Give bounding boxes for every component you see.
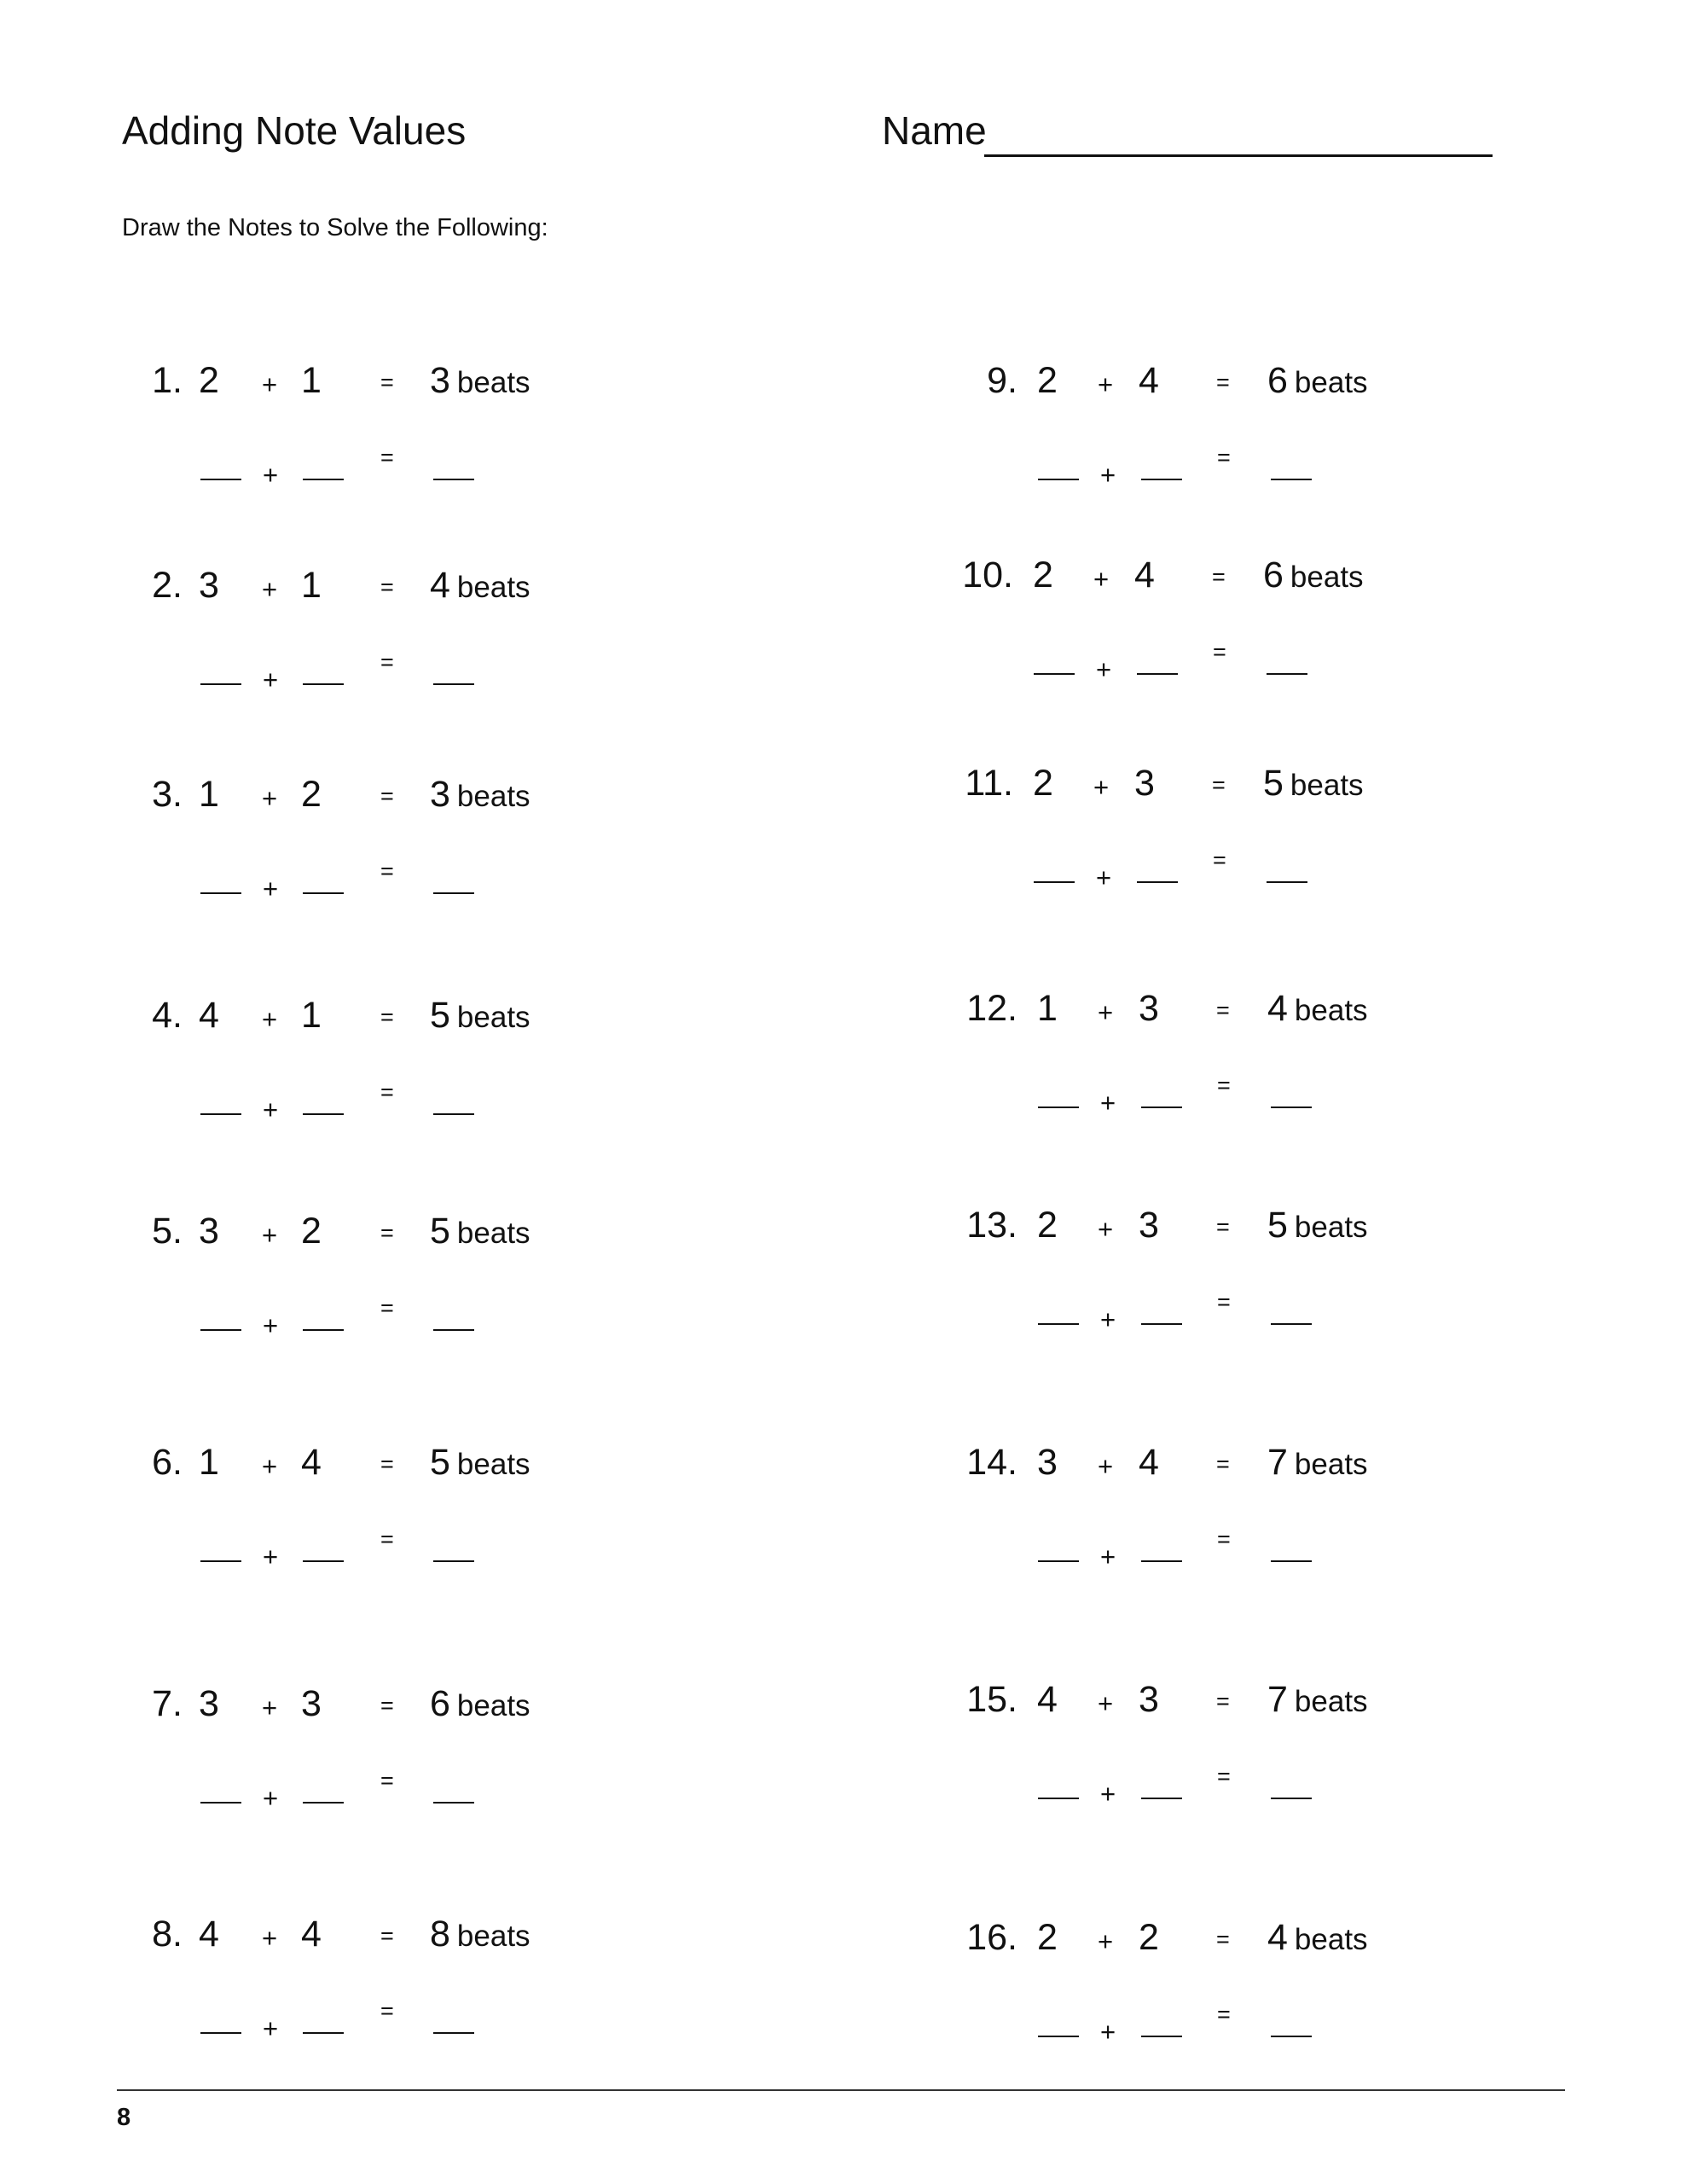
problem-16: [963, 1917, 1406, 2073]
problem-7: [142, 1683, 585, 1839]
total-value: 6: [1263, 555, 1284, 595]
beats-label: beats: [1294, 366, 1368, 399]
answer-equals-sign: =: [380, 444, 394, 470]
second-note-answer-blank[interactable]: [303, 1113, 344, 1115]
first-note-answer-blank[interactable]: [200, 892, 241, 894]
plus-sign: +: [1093, 564, 1110, 594]
equals-sign: =: [380, 1923, 394, 1949]
total-note-answer-blank[interactable]: [433, 892, 474, 894]
beat-total: [430, 1683, 530, 1724]
answer-plus-sign: +: [1096, 654, 1112, 684]
beats-label: beats: [456, 571, 530, 604]
second-note-answer-blank[interactable]: [303, 1329, 344, 1331]
total-value: 4: [1267, 988, 1288, 1029]
footer-divider: [117, 2089, 1565, 2091]
beats-label: beats: [1294, 1448, 1368, 1481]
second-note-answer-blank[interactable]: [303, 892, 344, 894]
plus-sign: +: [262, 1451, 278, 1481]
total-note-answer-blank[interactable]: [1271, 1560, 1312, 1562]
total-note-answer-blank[interactable]: [1271, 1798, 1312, 1799]
first-note-answer-blank[interactable]: [1034, 673, 1075, 675]
beat-total: [430, 1916, 530, 1953]
first-note-answer-blank[interactable]: [200, 2032, 241, 2034]
answer-equals-sign: =: [380, 1768, 394, 1793]
second-note-answer-blank[interactable]: [1137, 673, 1178, 675]
plus-sign: +: [262, 1004, 278, 1034]
total-note-answer-blank[interactable]: [433, 1560, 474, 1562]
total-value: 3: [430, 774, 450, 815]
second-beat-value: 4: [1139, 360, 1159, 401]
beat-total: [1267, 1679, 1368, 1720]
first-beat-value: 2: [1033, 763, 1053, 804]
equals-sign: =: [1212, 772, 1226, 798]
problem-5: [142, 1213, 585, 1367]
plus-sign: +: [262, 1220, 278, 1250]
first-beat-value: 3: [199, 565, 219, 606]
first-beat-value: 2: [1033, 555, 1053, 595]
name-field[interactable]: [984, 154, 1493, 157]
equals-sign: =: [380, 1004, 394, 1030]
beat-total: [430, 567, 530, 604]
total-value: 6: [430, 1683, 450, 1724]
answer-plus-sign: +: [1100, 2017, 1116, 2047]
plus-sign: +: [1098, 1688, 1114, 1718]
second-beat-value: 2: [301, 774, 322, 815]
first-beat-value: 3: [1037, 1442, 1058, 1483]
beat-total: [430, 776, 530, 813]
second-beat-value: 1: [301, 565, 322, 606]
beat-total: [430, 360, 530, 401]
beats-label: beats: [1290, 769, 1364, 802]
beats-label: beats: [456, 1001, 530, 1034]
first-beat-value: 1: [199, 774, 219, 815]
answer-plus-sign: +: [263, 1095, 279, 1124]
answer-plus-sign: +: [1100, 460, 1116, 490]
beat-total: [1263, 557, 1364, 594]
problem-2: [142, 567, 585, 721]
plus-sign: +: [1098, 1926, 1114, 1956]
beat-total: [1267, 1917, 1368, 1958]
answer-equals-sign: =: [1217, 1072, 1231, 1098]
second-note-answer-blank[interactable]: [1141, 479, 1182, 480]
plus-sign: +: [262, 783, 278, 813]
plus-sign: +: [262, 369, 278, 399]
first-note-answer-blank[interactable]: [200, 1560, 241, 1562]
first-beat-value: 4: [199, 1914, 219, 1955]
total-note-answer-blank[interactable]: [1271, 1323, 1312, 1325]
answer-plus-sign: +: [263, 874, 279, 903]
answer-plus-sign: +: [263, 1542, 279, 1571]
name-label: Name: [882, 108, 987, 153]
beats-label: beats: [1290, 561, 1364, 594]
page-number: 8: [117, 2104, 131, 2131]
problem-number: 2.: [152, 565, 183, 606]
plus-sign: +: [262, 1923, 278, 1953]
second-note-answer-blank[interactable]: [1137, 881, 1178, 883]
plus-sign: +: [1098, 1214, 1114, 1244]
total-note-answer-blank[interactable]: [1271, 479, 1312, 480]
problem-11: [959, 765, 1402, 919]
equals-sign: =: [1216, 1451, 1230, 1477]
second-note-answer-blank[interactable]: [1141, 2036, 1182, 2037]
first-beat-value: 4: [199, 995, 219, 1036]
problem-number: 6.: [152, 1442, 183, 1483]
answer-plus-sign: +: [263, 1783, 279, 1813]
first-beat-value: 1: [199, 1442, 219, 1483]
page-title: Adding Note Values: [122, 108, 467, 153]
answer-equals-sign: =: [1217, 444, 1231, 470]
beat-total: [1267, 1207, 1368, 1244]
problem-9: [963, 360, 1406, 516]
problem-number: 12.: [966, 988, 1017, 1029]
total-note-answer-blank[interactable]: [433, 479, 474, 480]
beats-label: beats: [1294, 994, 1368, 1027]
second-note-answer-blank[interactable]: [303, 479, 344, 480]
problem-number: 4.: [152, 995, 183, 1036]
second-note-answer-blank[interactable]: [303, 2032, 344, 2034]
answer-equals-sign: =: [1213, 639, 1226, 665]
plus-sign: +: [1098, 1451, 1114, 1481]
second-beat-value: 1: [301, 360, 322, 401]
first-beat-value: 2: [1037, 360, 1058, 401]
first-note-answer-blank[interactable]: [200, 479, 241, 480]
total-note-answer-blank[interactable]: [1271, 2036, 1312, 2037]
second-beat-value: 1: [301, 995, 322, 1036]
problem-number: 9.: [987, 360, 1017, 401]
plus-sign: +: [1093, 772, 1110, 802]
answer-plus-sign: +: [263, 460, 279, 490]
problem-number: 8.: [152, 1914, 183, 1955]
problem-number: 16.: [966, 1917, 1017, 1958]
problem-12: [963, 990, 1406, 1144]
answer-equals-sign: =: [380, 649, 394, 675]
total-value: 6: [1267, 360, 1288, 401]
first-note-answer-blank[interactable]: [1038, 479, 1079, 480]
problem-4: [142, 997, 585, 1151]
total-value: 8: [430, 1914, 450, 1955]
total-value: 5: [430, 1211, 450, 1252]
total-note-answer-blank[interactable]: [1267, 881, 1307, 883]
beats-label: beats: [1294, 1685, 1368, 1718]
total-note-answer-blank[interactable]: [1267, 673, 1307, 675]
answer-plus-sign: +: [1100, 1779, 1116, 1809]
beat-total: [1267, 1444, 1368, 1481]
equals-sign: =: [1216, 369, 1230, 395]
total-value: 5: [1263, 763, 1284, 804]
problem-number: 5.: [152, 1211, 183, 1252]
equals-sign: =: [380, 783, 394, 809]
second-note-answer-blank[interactable]: [1141, 1560, 1182, 1562]
beats-label: beats: [456, 1920, 530, 1953]
answer-equals-sign: =: [1217, 1763, 1231, 1789]
second-beat-value: 3: [1134, 763, 1155, 804]
beats-label: beats: [456, 1217, 530, 1250]
problem-number: 14.: [966, 1442, 1017, 1483]
second-beat-value: 4: [301, 1442, 322, 1483]
answer-equals-sign: =: [380, 1526, 394, 1552]
problem-3: [142, 776, 585, 930]
total-note-answer-blank[interactable]: [433, 683, 474, 685]
first-beat-value: 3: [199, 1683, 219, 1724]
answer-plus-sign: +: [1096, 863, 1112, 892]
second-beat-value: 3: [1139, 1679, 1159, 1720]
equals-sign: =: [380, 574, 394, 600]
second-note-answer-blank[interactable]: [1141, 1107, 1182, 1108]
problem-number: 10.: [962, 555, 1013, 595]
answer-plus-sign: +: [263, 665, 279, 694]
total-value: 5: [430, 1442, 450, 1483]
second-beat-value: 4: [301, 1914, 322, 1955]
total-value: 4: [1267, 1917, 1288, 1958]
problem-13: [963, 1207, 1406, 1361]
first-beat-value: 2: [199, 360, 219, 401]
equals-sign: =: [380, 369, 394, 395]
equals-sign: =: [380, 1451, 394, 1477]
second-beat-value: 2: [301, 1211, 322, 1252]
problem-6: [142, 1444, 585, 1598]
answer-plus-sign: +: [263, 2013, 279, 2043]
total-note-answer-blank[interactable]: [433, 2032, 474, 2034]
first-beat-value: 3: [199, 1211, 219, 1252]
second-beat-value: 3: [1139, 988, 1159, 1029]
beat-total: [1267, 360, 1368, 401]
first-note-answer-blank[interactable]: [200, 1113, 241, 1115]
answer-plus-sign: +: [1100, 1304, 1116, 1334]
total-value: 3: [430, 360, 450, 401]
first-beat-value: 1: [1037, 988, 1058, 1029]
answer-equals-sign: =: [380, 1079, 394, 1105]
beats-label: beats: [1294, 1211, 1368, 1244]
equals-sign: =: [1216, 1926, 1230, 1952]
second-note-answer-blank[interactable]: [303, 1560, 344, 1562]
first-beat-value: 2: [1037, 1205, 1058, 1246]
answer-equals-sign: =: [1217, 1289, 1231, 1315]
problem-number: 7.: [152, 1683, 183, 1724]
plus-sign: +: [1098, 997, 1114, 1027]
first-beat-value: 4: [1037, 1679, 1058, 1720]
first-note-answer-blank[interactable]: [1038, 1323, 1079, 1325]
first-note-answer-blank[interactable]: [200, 1329, 241, 1331]
problem-number: 13.: [966, 1205, 1017, 1246]
answer-equals-sign: =: [380, 1295, 394, 1321]
second-beat-value: 4: [1134, 555, 1155, 595]
equals-sign: =: [1216, 997, 1230, 1023]
equals-sign: =: [1216, 1688, 1230, 1714]
second-note-answer-blank[interactable]: [303, 1802, 344, 1804]
problem-number: 15.: [966, 1679, 1017, 1720]
problem-14: [963, 1444, 1406, 1598]
second-beat-value: 4: [1139, 1442, 1159, 1483]
equals-sign: =: [380, 1220, 394, 1246]
total-value: 5: [430, 995, 450, 1036]
first-note-answer-blank[interactable]: [1038, 1798, 1079, 1799]
beat-total: [1263, 765, 1364, 802]
equals-sign: =: [1216, 1214, 1230, 1240]
beats-label: beats: [456, 366, 530, 399]
first-note-answer-blank[interactable]: [1038, 2036, 1079, 2037]
beat-total: [1267, 990, 1368, 1027]
answer-equals-sign: =: [1213, 847, 1226, 873]
first-note-answer-blank[interactable]: [1034, 881, 1075, 883]
total-value: 7: [1267, 1442, 1288, 1483]
beats-label: beats: [1294, 1923, 1368, 1956]
beats-label: beats: [456, 1689, 530, 1722]
second-beat-value: 3: [1139, 1205, 1159, 1246]
plus-sign: +: [262, 1693, 278, 1722]
first-note-answer-blank[interactable]: [200, 683, 241, 685]
equals-sign: =: [380, 1693, 394, 1718]
answer-plus-sign: +: [1100, 1088, 1116, 1118]
answer-plus-sign: +: [1100, 1542, 1116, 1571]
problem-1: [142, 360, 585, 516]
equals-sign: =: [1212, 564, 1226, 590]
beats-label: beats: [456, 1448, 530, 1481]
answer-equals-sign: =: [380, 1998, 394, 2024]
problem-number: 3.: [152, 774, 183, 815]
problem-15: [963, 1679, 1406, 1835]
first-note-answer-blank[interactable]: [1038, 1560, 1079, 1562]
beat-total: [430, 997, 530, 1034]
total-note-answer-blank[interactable]: [433, 1113, 474, 1115]
second-beat-value: 2: [1139, 1917, 1159, 1958]
plus-sign: +: [1098, 369, 1114, 399]
total-note-answer-blank[interactable]: [1271, 1107, 1312, 1108]
beats-label: beats: [456, 780, 530, 813]
second-beat-value: 3: [301, 1683, 322, 1724]
first-beat-value: 2: [1037, 1917, 1058, 1958]
total-note-answer-blank[interactable]: [433, 1802, 474, 1804]
beat-total: [430, 1444, 530, 1481]
beat-total: [430, 1213, 530, 1250]
second-note-answer-blank[interactable]: [1141, 1798, 1182, 1799]
plus-sign: +: [262, 574, 278, 604]
problem-10: [959, 557, 1402, 711]
second-note-answer-blank[interactable]: [303, 683, 344, 685]
second-note-answer-blank[interactable]: [1141, 1323, 1182, 1325]
answer-equals-sign: =: [380, 858, 394, 884]
first-note-answer-blank[interactable]: [200, 1802, 241, 1804]
problem-number: 1.: [152, 360, 183, 401]
answer-equals-sign: =: [1217, 2001, 1231, 2027]
total-note-answer-blank[interactable]: [433, 1329, 474, 1331]
total-value: 7: [1267, 1679, 1288, 1720]
instructions: Draw the Notes to Solve the Following:: [122, 214, 548, 241]
answer-plus-sign: +: [263, 1310, 279, 1340]
first-note-answer-blank[interactable]: [1038, 1107, 1079, 1108]
problem-8: [142, 1916, 585, 2070]
answer-equals-sign: =: [1217, 1526, 1231, 1552]
total-value: 4: [430, 565, 450, 606]
problem-number: 11.: [965, 763, 1013, 804]
total-value: 5: [1267, 1205, 1288, 1246]
